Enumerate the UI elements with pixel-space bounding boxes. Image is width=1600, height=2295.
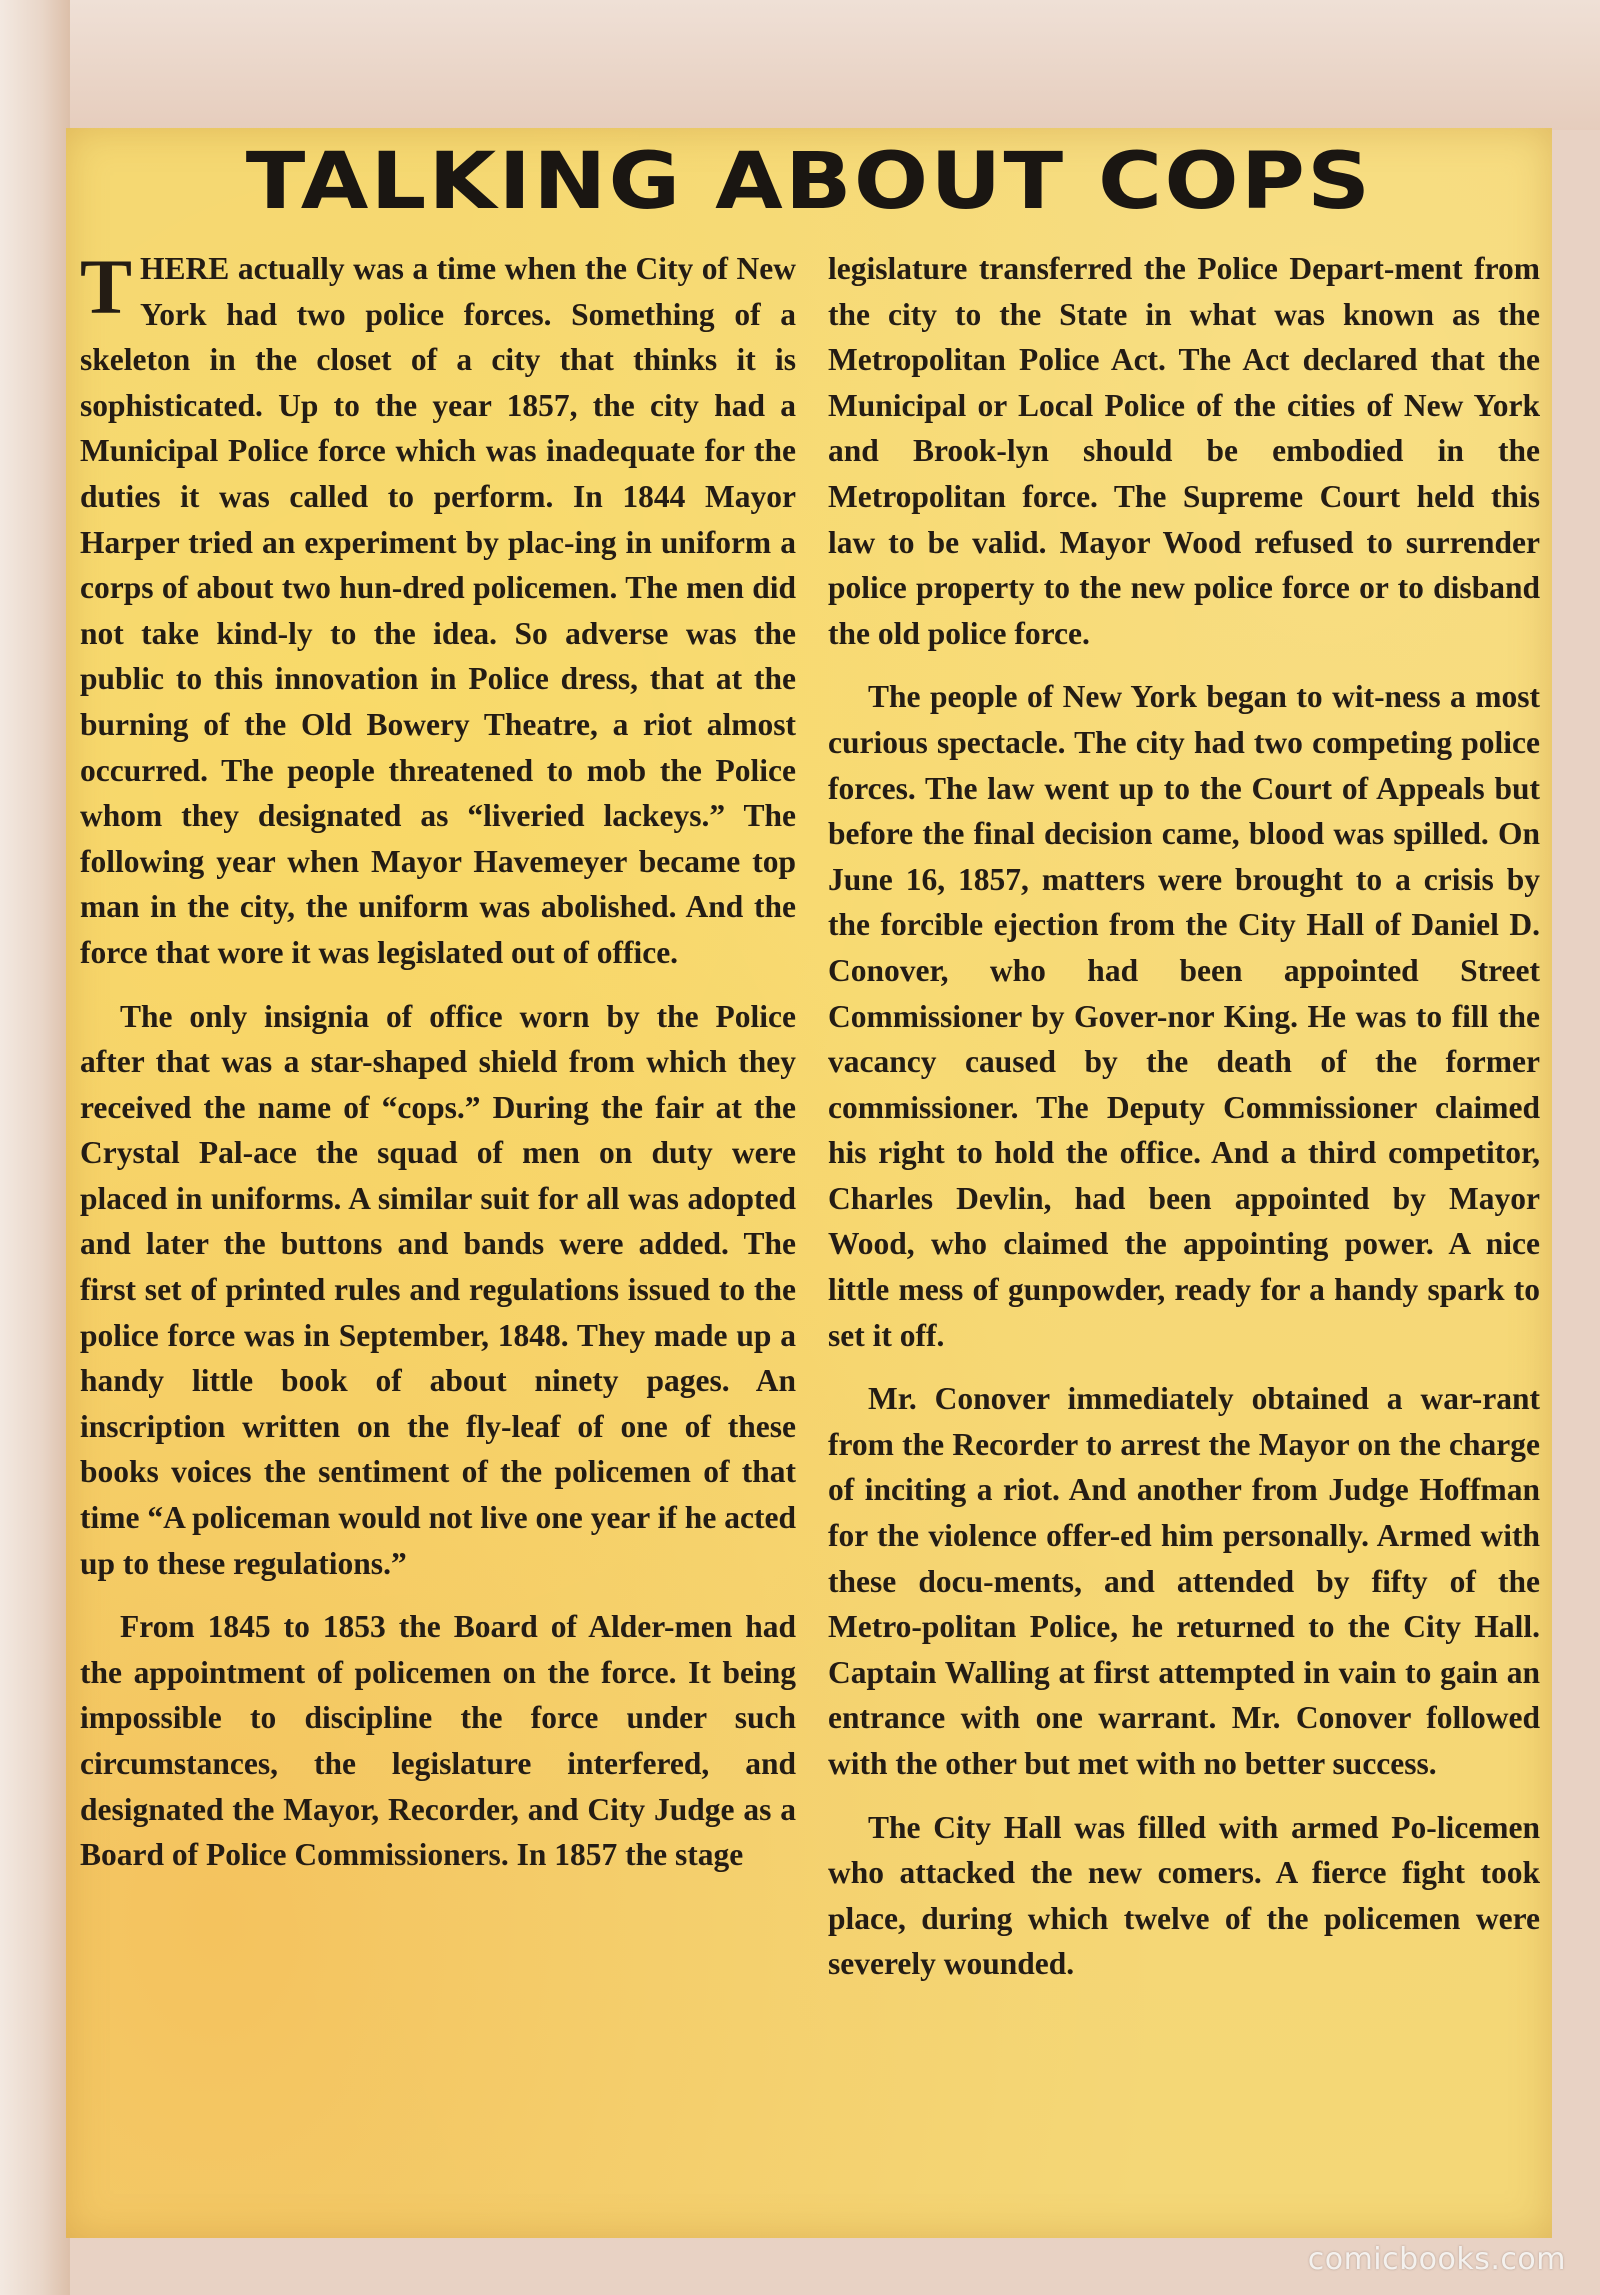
paragraph: The City Hall was filled with armed Po-licemen who attacked the new comers. A fierce fight took place, during which twelve of the policemen were severely wounded. bbox=[828, 1809, 1540, 1982]
left-column bbox=[80, 243, 796, 1878]
paragraph bbox=[80, 243, 796, 976]
article-panel bbox=[66, 128, 1552, 2238]
article-title: TALKING ABOUT COPS bbox=[245, 137, 1373, 227]
paragraph: Mr. Conover immediately obtained a war-rant from the Recorder to arrest the Mayor on the charge of inciting a riot. And another from Judge Hoffman for the violence offer-ed him personally. Armed with these docu-ments, and attended by fifty of the Metro-politan Police, he returned to the City Hall. Captain Walling at first attempted in vain to gain an entrance with one warrant. Mr. Conover followed with the other but met with no better success. bbox=[828, 1381, 1540, 1781]
right-column bbox=[828, 246, 1540, 1987]
watermark: comicbooks.com bbox=[1307, 2242, 1566, 2277]
paragraph: The only insignia of office worn by the Police after that was a star-shaped shield from which they received the name of “cops.” During the fair at the Crystal Pal-ace the squad of men on duty were placed in uniforms. A similar suit for all was adopted and later the buttons and bands were added. The first set of printed rules and regulations issued to the police force was in September, 1848. They made up a handy little book of about ninety pages. An inscription written on the fly-leaf of one of these books voices the sentiment of the policemen of that time “A policeman would not live one year if he acted up to these regulations.” bbox=[80, 998, 796, 1581]
page-left-margin bbox=[0, 0, 70, 2295]
drop-cap: T bbox=[80, 243, 133, 330]
page-top-margin bbox=[0, 0, 1600, 130]
paragraph: From 1845 to 1853 the Board of Alder-men had the appointment of policemen on the force. It being impossible to discipline the force under such circumstances, the legislature interfered, and designated the Mayor, Recorder, and City Judge as a Board of Police Commissioners. In 1857 the stage bbox=[80, 1609, 796, 1873]
paragraph: legislature transferred the Police Depart-ment from the city to the State in what was known as the Metropolitan Police Act. The Act declared that the Municipal or Local Police of the cities of New York and Brook-lyn should be embodied in the Metropolitan force. The Supreme Court held this law to be valid. Mayor Wood refused to surrender police property to the new police force or to disband the old police force. bbox=[828, 251, 1540, 651]
paragraph: The people of New York began to wit-ness a most curious spectacle. The city had two competing police forces. The law went up to the Court of Appeals but before the final decision came, blood was spilled. On June 16, 1857, matters were brought to a crisis by the forcible ejection from the City Hall of Daniel D. Conover, who had been appointed Street Commissioner by Gover-nor King. He was to fill the vacancy caused by the death of the former commissioner. The Deputy Commissioner claimed his right to hold the office. And a third competitor, Charles Devlin, had been appointed by Mayor Wood, who claimed the appointing power. A nice little mess of gunpowder, ready for a handy spark to set it off. bbox=[828, 679, 1540, 1353]
paragraph-text: HERE actually was a time when the City of New York had two police forces. Something of a skeleton in the closet of a city that thinks it is sophisticated. Up to the year 1857, the city had a Municipal Police force which was inadequate for the duties it was called to perform. In 1844 Mayor Harper tried an experiment by plac-ing in uniform a corps of about two hun-dred policemen. The men did not take kind-ly to the idea. So adverse was the public to this innovation in Police dress, that at the burning of the Old Bowery Theatre, a riot almost occurred. The people threatened to mob the Police whom they designated as “liveried lackeys.” The following year when Mayor Havemeyer became top man in the city, the uniform was abolished. And the force that wore it was legislated out of office. bbox=[80, 251, 796, 970]
